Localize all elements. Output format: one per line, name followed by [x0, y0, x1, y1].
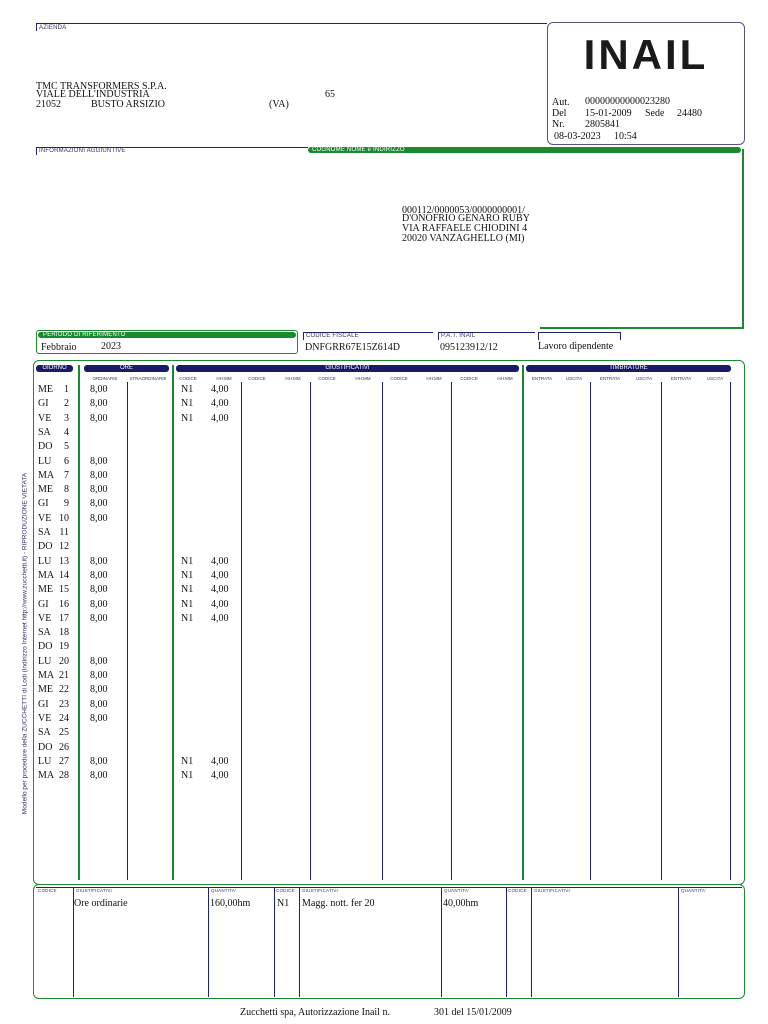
aut-value: 00000000000023280 [585, 96, 670, 107]
ore-label: ORE [119, 365, 133, 371]
codice-subheader-4: CODICE [390, 376, 408, 381]
day-of-week: SA [38, 627, 51, 639]
ordinarie-subheader: ORDINARIE [92, 376, 118, 381]
day-of-week: MA [38, 569, 55, 581]
period-month: Febbraio [41, 342, 77, 353]
table-row [0, 412, 768, 426]
table-row [0, 683, 768, 697]
day-of-week: LU [38, 755, 52, 767]
info-left-line [36, 147, 37, 155]
day-of-week: SA [38, 426, 51, 438]
azienda-left-line [36, 23, 37, 31]
day-number: 7 [64, 469, 69, 481]
ordinary-hours: 8,00 [90, 755, 108, 767]
table-row [0, 598, 768, 612]
cf-label: CODICE FISCALE [306, 333, 359, 339]
justification-hours: 4,00 [211, 598, 229, 610]
print-date: 08-03-2023 [554, 131, 601, 142]
day-of-week: LU [38, 655, 52, 667]
justification-hours: 4,00 [211, 770, 229, 782]
table-row [0, 569, 768, 583]
ordinary-hours: 8,00 [90, 598, 108, 610]
sum-giust-label-2: GIUSTIFICATIVI [302, 888, 338, 893]
work-type: Lavoro dipendente [538, 341, 614, 352]
codice-subheader-1: CODICE [179, 376, 197, 381]
table-row [0, 397, 768, 411]
uscita-subheader-1: USCITA [565, 376, 583, 381]
day-of-week: GI [38, 598, 49, 610]
footer-text: Zucchetti spa, Autorizzazione Inail n. [240, 1007, 390, 1018]
aut-label: Aut. [552, 97, 570, 108]
day-number: 2 [64, 398, 69, 410]
ordinary-hours: 8,00 [90, 512, 108, 524]
company-province: (VA) [269, 99, 289, 110]
justification-code: N1 [181, 398, 194, 410]
justification-hours: 4,00 [211, 755, 229, 767]
sede-value: 24480 [677, 108, 702, 119]
day-number: 5 [64, 441, 69, 453]
day-number: 28 [59, 770, 69, 782]
codice-subheader-5: CODICE [460, 376, 478, 381]
pat-label: P.A.T. INAIL [441, 333, 476, 339]
azienda-label: AZIENDA [39, 25, 67, 31]
day-number: 6 [64, 455, 69, 467]
entrata-subheader-3: ENTRATA [670, 376, 692, 381]
ordinary-hours: 8,00 [90, 655, 108, 667]
day-of-week: ME [38, 584, 53, 596]
table-row [0, 583, 768, 597]
sum-giust-label-3: GIUSTIFICATIVI [534, 888, 570, 893]
inail-box [547, 22, 745, 145]
day-number: 18 [59, 627, 69, 639]
table-row [0, 726, 768, 740]
day-number: 9 [64, 498, 69, 510]
day-of-week: GI [38, 698, 49, 710]
day-of-week: VE [38, 412, 52, 424]
day-of-week: DO [38, 741, 53, 753]
hhmm-subheader-1: HH:MM [216, 376, 232, 381]
sum-item1-qty: 160,00hm [210, 898, 251, 909]
day-of-week: VE [38, 512, 52, 524]
table-row [0, 769, 768, 783]
codice-subheader-3: CODICE [318, 376, 336, 381]
company-street: VIALE DELL'INDUSTRIA [36, 89, 150, 100]
employee-name: D'ONOFRIO GENARO RUBY [402, 213, 530, 224]
justification-hours: 4,00 [211, 612, 229, 624]
day-number: 27 [59, 755, 69, 767]
footer-auth-number: 301 del 15/01/2009 [434, 1007, 512, 1018]
ordinary-hours: 8,00 [90, 484, 108, 496]
period-year: 2023 [101, 341, 121, 352]
day-rows [0, 383, 768, 803]
pat-left-line [438, 332, 439, 340]
table-row [0, 426, 768, 440]
day-number: 20 [59, 655, 69, 667]
sum-line-8 [678, 887, 679, 997]
ordinary-hours: 8,00 [90, 469, 108, 481]
table-row [0, 640, 768, 654]
sum-line-6 [506, 887, 507, 997]
justification-code: N1 [181, 612, 194, 624]
day-of-week: SA [38, 727, 51, 739]
day-of-week: MA [38, 469, 55, 481]
day-number: 22 [59, 684, 69, 696]
sum-line-3 [274, 887, 275, 997]
day-number: 26 [59, 741, 69, 753]
hhmm-subheader-4: HH:MM [426, 376, 442, 381]
day-of-week: VE [38, 712, 52, 724]
giustificativi-label: GIUSTIFICATIVI [325, 365, 370, 371]
ordinary-hours: 8,00 [90, 712, 108, 724]
hhmm-subheader-2: HH:MM [285, 376, 301, 381]
day-of-week: VE [38, 612, 52, 624]
table-row [0, 698, 768, 712]
day-of-week: LU [38, 555, 52, 567]
uscita-subheader-3: USCITA [706, 376, 724, 381]
ordinary-hours: 8,00 [90, 684, 108, 696]
codice-subheader-2: CODICE [248, 376, 266, 381]
day-number: 21 [59, 670, 69, 681]
employee-street: VIA RAFFAELE CHIODINI 4 [402, 223, 528, 234]
uscita-subheader-2: USCITA [635, 376, 653, 381]
nr-label: Nr. [552, 119, 565, 130]
sum-item2-code: N1 [277, 898, 290, 909]
table-row [0, 440, 768, 454]
sum-item1-desc: Ore ordinarie [74, 898, 128, 909]
day-of-week: DO [38, 441, 53, 453]
justification-code: N1 [181, 384, 194, 395]
table-row [0, 455, 768, 469]
justification-hours: 4,00 [211, 555, 229, 567]
sum-line-2 [208, 887, 209, 997]
entrata-subheader-2: ENTRATA [599, 376, 621, 381]
ordinary-hours: 8,00 [90, 584, 108, 596]
day-number: 4 [64, 426, 69, 438]
del-value: 15-01-2009 [585, 108, 632, 119]
justification-code: N1 [181, 555, 194, 567]
company-cap: 21052 [36, 99, 61, 110]
employee-city: 20020 VANZAGHELLO (MI) [402, 233, 525, 244]
day-number: 11 [59, 527, 69, 538]
straordinarie-subheader: STRAORDINARIE [129, 376, 167, 381]
sum-codice-label-2: CODICE [276, 888, 295, 893]
day-of-week: DO [38, 641, 53, 653]
table-row [0, 497, 768, 511]
day-of-week: MA [38, 770, 55, 782]
day-of-week: DO [38, 541, 53, 553]
table-row [0, 483, 768, 497]
sum-item2-qty: 40,00hm [443, 898, 479, 909]
day-number: 16 [59, 598, 69, 610]
name-bottom-border [540, 327, 744, 329]
justification-code: N1 [181, 569, 194, 581]
day-of-week: GI [38, 398, 49, 410]
table-row [0, 712, 768, 726]
side-note: Modello per procedure della ZUCCHETTI di Lodi (indirizzo Internet http://www.zucchetti.it) - RIPRODUZIONE VIETATA [21, 472, 29, 815]
day-of-week: SA [38, 527, 51, 538]
day-number: 10 [59, 512, 69, 524]
table-row [0, 540, 768, 554]
sum-item2-desc: Magg. nott. fer 20 [302, 898, 375, 909]
ordinary-hours: 8,00 [90, 670, 108, 681]
name-right-border [742, 149, 744, 329]
day-number: 1 [64, 384, 69, 395]
sum-line-5 [441, 887, 442, 997]
ordinary-hours: 8,00 [90, 412, 108, 424]
info-label: INFORMAZIONI AGGIUNTIVE [39, 148, 126, 154]
ordinary-hours: 8,00 [90, 455, 108, 467]
timbrature-label: TIMBRATURE [609, 365, 648, 371]
table-row [0, 469, 768, 483]
ordinary-hours: 8,00 [90, 398, 108, 410]
sum-qty-label-3: QUANTITA' [681, 888, 707, 893]
justification-code: N1 [181, 598, 194, 610]
hhmm-subheader-5: HH:MM [497, 376, 513, 381]
employee-code: 000112/0000053/0000000001/ [402, 205, 525, 216]
ordinary-hours: 8,00 [90, 612, 108, 624]
nr-value: 2805841 [585, 119, 620, 130]
worktype-left-line [538, 332, 539, 340]
day-of-week: ME [38, 684, 53, 696]
entrata-subheader-1: ENTRATA [531, 376, 553, 381]
table-row [0, 612, 768, 626]
table-row [0, 555, 768, 569]
giorno-label: GIORNO [42, 365, 67, 371]
sum-line-4 [299, 887, 300, 997]
day-number: 19 [59, 641, 69, 653]
sum-line-7 [531, 887, 532, 997]
day-number: 12 [59, 541, 69, 553]
hhmm-subheader-3: HH:MM [355, 376, 371, 381]
justification-hours: 4,00 [211, 584, 229, 596]
ordinary-hours: 8,00 [90, 555, 108, 567]
table-row [0, 655, 768, 669]
justification-hours: 4,00 [211, 569, 229, 581]
azienda-top-line [36, 23, 547, 24]
worktype-top-line [538, 332, 620, 333]
sum-qty-label-1: QUANTITA' [211, 888, 237, 893]
ordinary-hours: 8,00 [90, 384, 108, 395]
day-number: 24 [59, 712, 69, 724]
sum-codice-label-3: CODICE [508, 888, 527, 893]
day-number: 8 [64, 484, 69, 496]
cf-left-line [303, 332, 304, 340]
cf-value: DNFGRR67E15Z614D [305, 342, 401, 353]
sum-giust-label-1: GIUSTIFICATIVI [76, 888, 112, 893]
ordinary-hours: 8,00 [90, 770, 108, 782]
table-row [0, 383, 768, 397]
day-number: 17 [59, 612, 69, 624]
day-number: 23 [59, 698, 69, 710]
company-number: 65 [325, 89, 335, 100]
day-of-week: GI [38, 498, 49, 510]
table-row [0, 526, 768, 540]
day-of-week: MA [38, 670, 55, 681]
day-of-week: ME [38, 484, 53, 496]
inail-logo: INAIL [583, 31, 709, 78]
print-time: 10:54 [614, 131, 637, 142]
sum-qty-label-2: QUANTITA' [444, 888, 470, 893]
justification-code: N1 [181, 755, 194, 767]
table-row [0, 755, 768, 769]
justification-code: N1 [181, 770, 194, 782]
justification-hours: 4,00 [211, 398, 229, 410]
name-label: COGNOME NOME e INDIRIZZO [312, 147, 405, 153]
justification-hours: 4,00 [211, 412, 229, 424]
day-of-week: ME [38, 384, 53, 395]
del-label: Del [552, 108, 567, 119]
sum-codice-label-1: CODICE [38, 888, 57, 893]
summary-frame [33, 884, 745, 999]
company-name: TMC TRANSFORMERS S.P.A. [36, 81, 167, 92]
table-row [0, 626, 768, 640]
table-row [0, 512, 768, 526]
day-number: 13 [59, 555, 69, 567]
ordinary-hours: 8,00 [90, 698, 108, 710]
justification-code: N1 [181, 412, 194, 424]
ordinary-hours: 8,00 [90, 498, 108, 510]
worktype-right-line [620, 332, 621, 340]
summary-header-line [36, 887, 742, 888]
period-label: PERIODO DI RIFERIMENTO [43, 332, 126, 338]
table-row [0, 669, 768, 683]
table-row [0, 741, 768, 755]
justification-code: N1 [181, 584, 194, 596]
justification-hours: 4,00 [211, 384, 229, 395]
day-number: 25 [59, 727, 69, 739]
day-of-week: LU [38, 455, 52, 467]
day-number: 3 [64, 412, 69, 424]
company-city: BUSTO ARSIZIO [91, 99, 165, 110]
sede-label: Sede [645, 108, 665, 119]
day-number: 15 [59, 584, 69, 596]
pat-value: 095123912/12 [440, 342, 498, 353]
ordinary-hours: 8,00 [90, 569, 108, 581]
day-number: 14 [59, 569, 69, 581]
